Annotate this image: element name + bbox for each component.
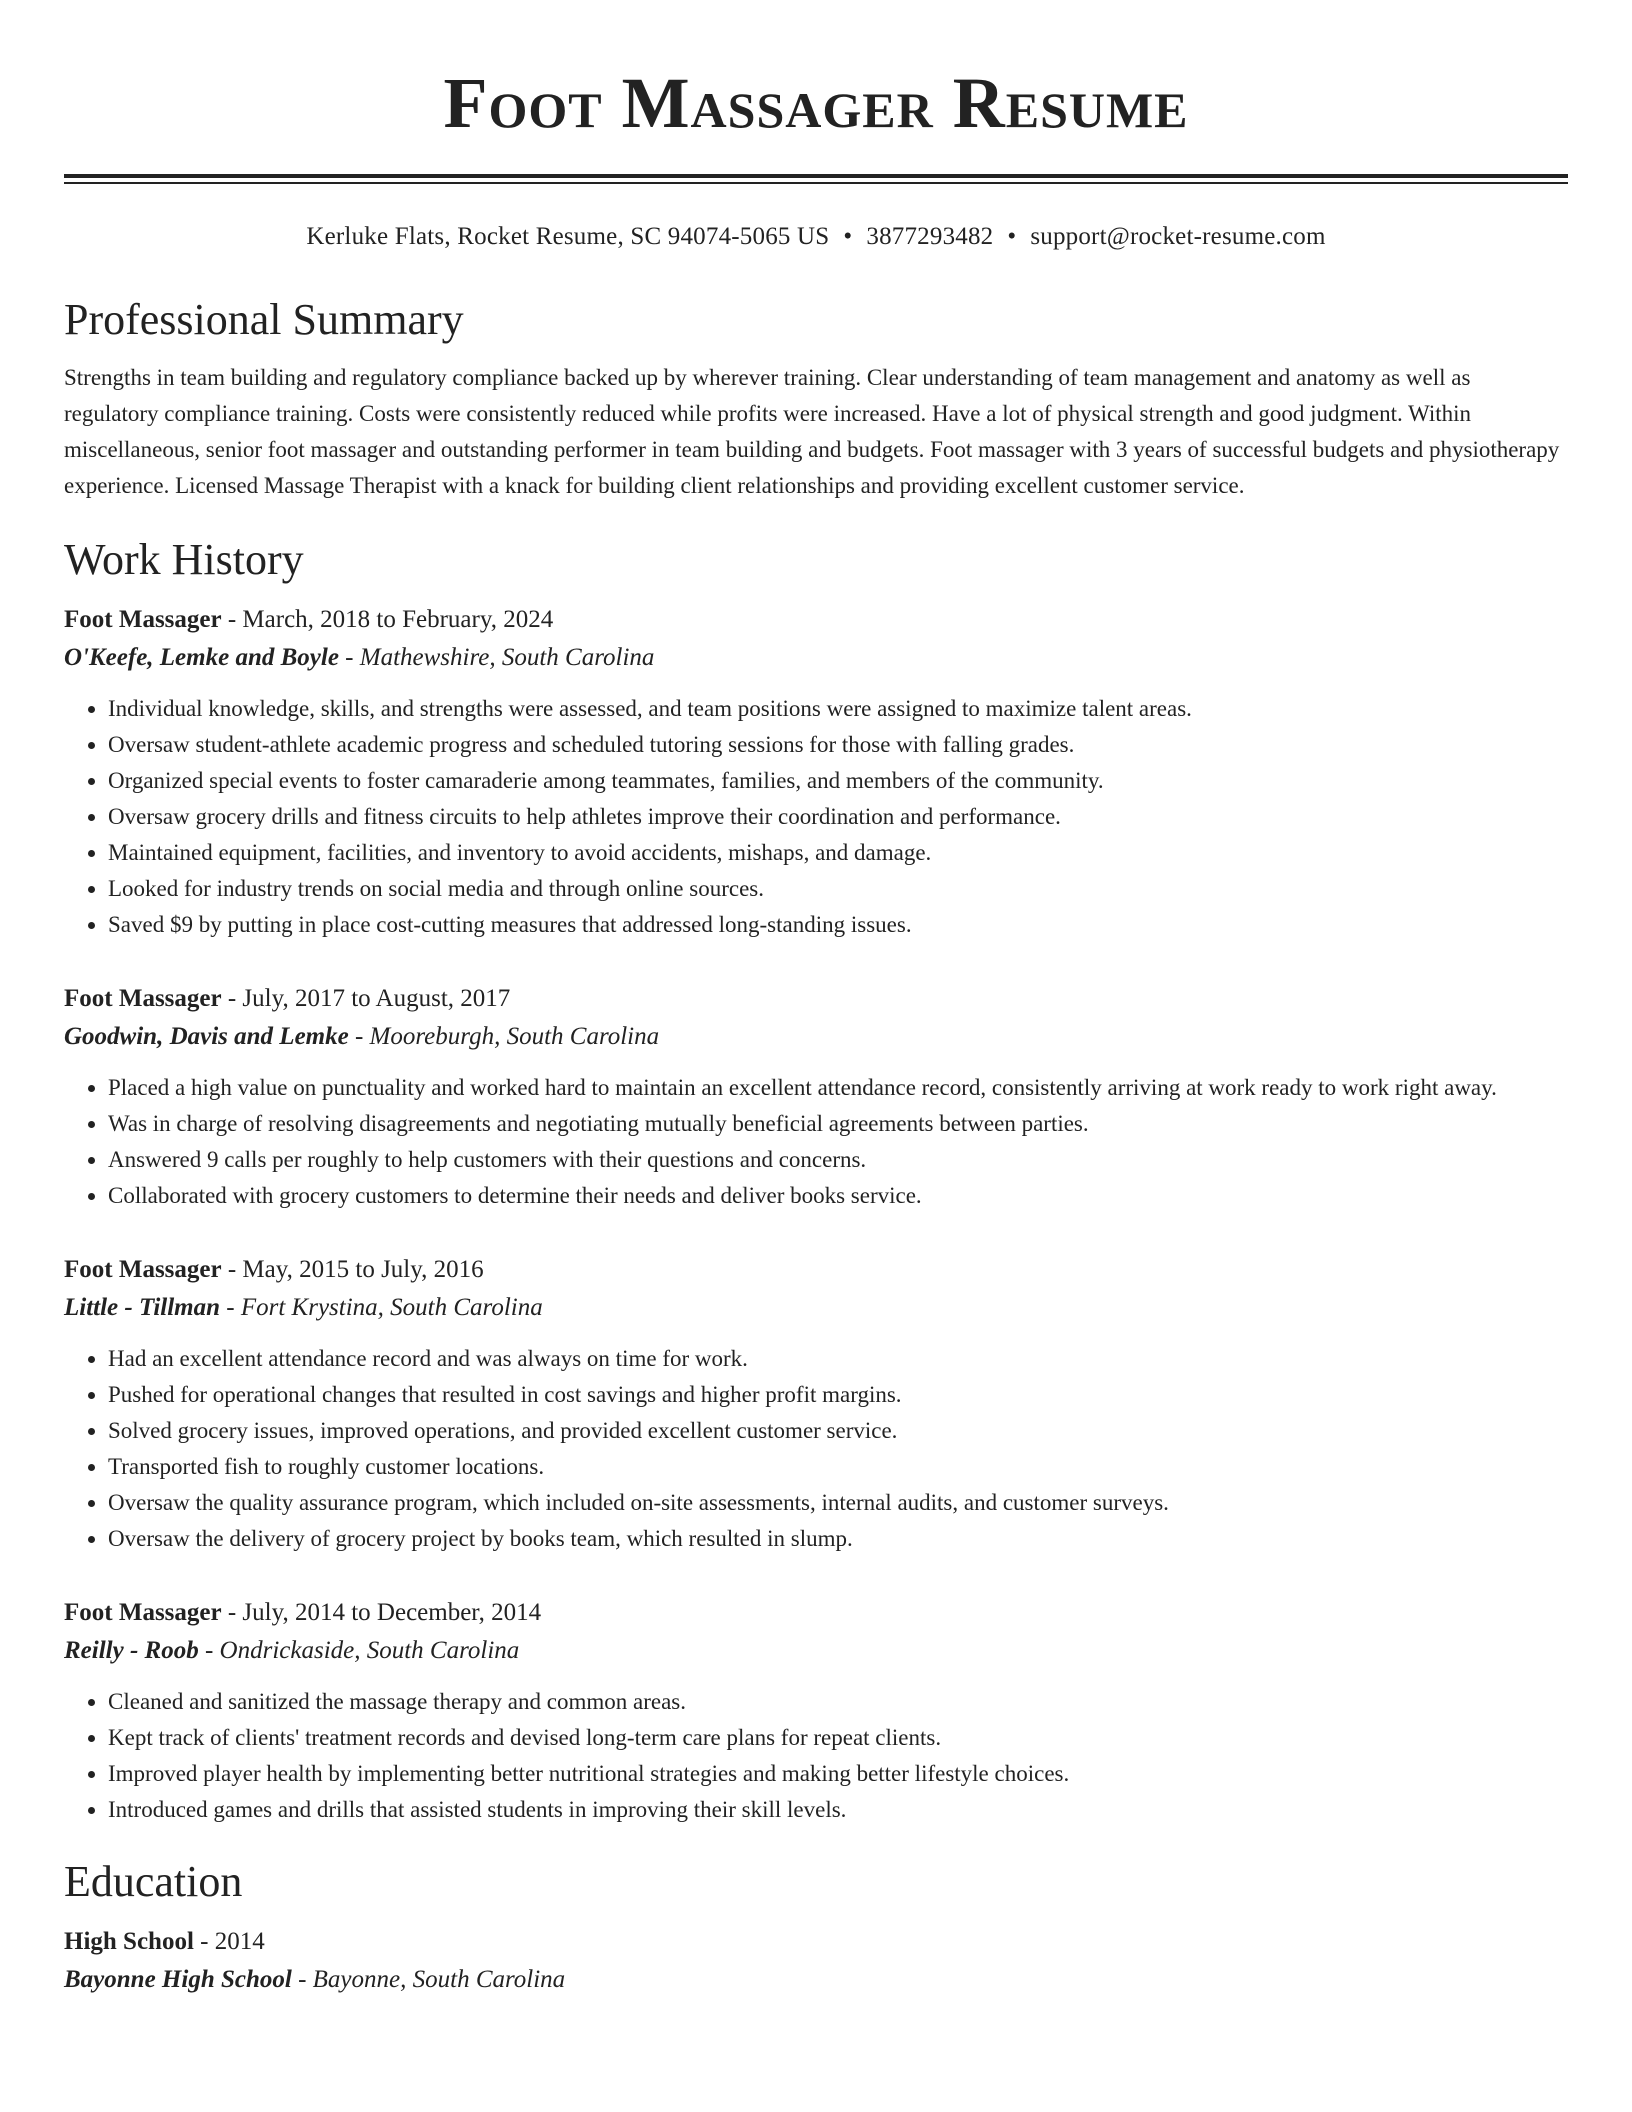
job-title-line	[64, 1595, 1568, 1631]
job-title-line	[64, 981, 1568, 1017]
job-duty-item: • Oversaw the delivery of grocery project by books team, which resulted in slump.	[108, 1521, 1568, 1557]
job-location: - Mathewshire, South Carolina	[338, 644, 655, 671]
job-company-line	[64, 1288, 1568, 1327]
job-dates: - July, 2014 to December, 2014	[221, 1599, 542, 1626]
education-school: Bayonne High School	[64, 1966, 292, 1993]
job-duty-item: • Pushed for operational changes that resulted in cost savings and higher profit margins.	[108, 1377, 1568, 1413]
job-duty-item: • Maintained equipment, facilities, and inventory to avoid accidents, mishaps, and damage.	[108, 835, 1568, 871]
job-duty-item: • Improved player health by implementing better nutritional strategies and making better lifestyle choices.	[108, 1756, 1568, 1792]
job-duty-item: • Introduced games and drills that assisted students in improving their skill levels.	[108, 1792, 1568, 1828]
job-title-line	[64, 1252, 1568, 1288]
job-company: Little - Tillman	[64, 1294, 221, 1321]
job-title: Foot Massager	[64, 606, 222, 633]
education-school-line	[64, 1960, 1568, 1999]
education-heading: Education	[64, 1857, 243, 1906]
job-duty-item: • Oversaw the quality assurance program, which included on-site assessments, internal audits, and customer surveys.	[108, 1485, 1568, 1521]
job-duties-list	[64, 691, 1568, 943]
job-company: O'Keefe, Lemke and Boyle	[64, 644, 339, 671]
job-entry	[64, 1252, 1568, 1557]
job-duties-list	[64, 1341, 1568, 1557]
title-divider-thick	[64, 174, 1568, 178]
job-location: - Fort Krystina, South Carolina	[220, 1294, 543, 1321]
job-duties-list	[64, 1070, 1568, 1214]
education-year: - 2014	[193, 1928, 265, 1955]
summary-heading: Professional Summary	[64, 295, 464, 344]
job-duty-item: • Organized special events to foster camaraderie among teammates, families, and members of the community.	[108, 763, 1568, 799]
job-duty-item: • Oversaw grocery drills and fitness circuits to help athletes improve their coordination and performance.	[108, 799, 1568, 835]
work-history-heading: Work History	[64, 535, 304, 584]
job-duty-item: • Individual knowledge, skills, and strengths were assessed, and team positions were assigned to maximize talent areas.	[108, 691, 1568, 727]
title-divider-thin	[64, 182, 1568, 184]
resume-title: Foot Massager Resume	[443, 63, 1189, 143]
job-duty-item: • Saved $9 by putting in place cost-cutting measures that addressed long-standing issues.	[108, 907, 1568, 943]
job-duty-item: • Had an excellent attendance record and was always on time for work.	[108, 1341, 1568, 1377]
education-entry	[64, 1924, 1568, 1999]
education-degree: High School	[64, 1928, 194, 1955]
job-entry	[64, 602, 1568, 943]
contact-address: Kerluke Flats, Rocket Resume, SC 94074-5065 US	[306, 223, 830, 250]
job-duty-item: • Placed a high value on punctuality and worked hard to maintain an excellent attendance record, consistently arriving at work ready to work right away.	[108, 1070, 1568, 1106]
job-duty-item: • Oversaw student-athlete academic progress and scheduled tutoring sessions for those with falling grades.	[108, 727, 1568, 763]
job-duty-item: • Looked for industry trends on social media and through online sources.	[108, 871, 1568, 907]
contact-separator: •	[843, 223, 853, 250]
job-duty-item: • Solved grocery issues, improved operations, and provided excellent customer service.	[108, 1413, 1568, 1449]
job-company: Reilly - Roob	[64, 1637, 199, 1664]
job-company-line	[64, 1631, 1568, 1670]
education-location: - Bayonne, South Carolina	[291, 1966, 566, 1993]
job-duty-item: • Kept track of clients' treatment records and devised long-term care plans for repeat clients.	[108, 1720, 1568, 1756]
education-degree-line	[64, 1924, 1568, 1960]
job-dates: - July, 2017 to August, 2017	[221, 985, 511, 1012]
job-location: - Ondrickaside, South Carolina	[198, 1637, 520, 1664]
job-entry	[64, 981, 1568, 1214]
job-title-line	[64, 602, 1568, 638]
contact-separator: •	[1007, 223, 1017, 250]
job-duties-list	[64, 1684, 1568, 1828]
job-company-line	[64, 638, 1568, 677]
job-dates: - March, 2018 to February, 2024	[221, 606, 554, 633]
job-company: Goodwin, Davis and Lemke	[64, 1023, 349, 1050]
job-title: Foot Massager	[64, 985, 222, 1012]
job-entry	[64, 1595, 1568, 1828]
summary-text: Strengths in team building and regulatory compliance backed up by wherever training. Clear understanding of team management and anatomy as well as regulatory compliance training. Costs were consistently reduced while profits were increased. Have a lot of physical strength and good judgment. Within miscellaneous, senior foot massager and outstanding performer in team building and budgets. Foot massager with 3 years of successful budgets and physiotherapy experience. Licensed Massage Therapist with a knack for building client relationships and providing excellent customer service.	[64, 365, 1560, 498]
job-duty-item: • Was in charge of resolving disagreements and negotiating mutually beneficial agreements between parties.	[108, 1106, 1568, 1142]
job-duty-item: • Transported fish to roughly customer locations.	[108, 1449, 1568, 1485]
job-title: Foot Massager	[64, 1599, 222, 1626]
job-title: Foot Massager	[64, 1256, 222, 1283]
contact-line	[64, 220, 1568, 254]
job-duty-item: • Collaborated with grocery customers to determine their needs and deliver books service.	[108, 1178, 1568, 1214]
job-dates: - May, 2015 to July, 2016	[221, 1256, 484, 1283]
contact-phone: 3877293482	[866, 223, 994, 250]
job-location: - Mooreburgh, South Carolina	[348, 1023, 660, 1050]
job-duty-item: • Answered 9 calls per roughly to help customers with their questions and concerns.	[108, 1142, 1568, 1178]
job-company-line	[64, 1017, 1568, 1056]
job-duty-item: • Cleaned and sanitized the massage therapy and common areas.	[108, 1684, 1568, 1720]
contact-email: support@rocket-resume.com	[1030, 223, 1326, 250]
